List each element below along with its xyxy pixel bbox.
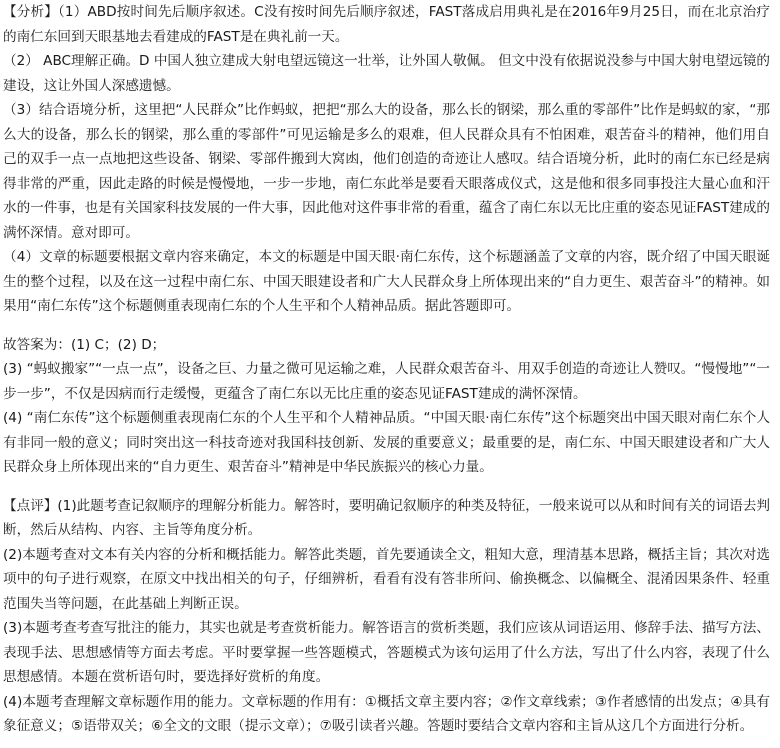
review-paragraph-3: (3)本题考查考查写批注的能力，其实也就是考查赏析能力。解答语言的赏析类题，我们应该从词语运用、修辞手法、描写方法、表现手法、思想感情等方面去考虑。平时要掌握一些答题模式，答题模式为该句运用了什么方法，写出了什么内容，表现了什么思想感情。本题在赏析语句时，要选择好赏析的角度。 [3, 620, 770, 685]
review-paragraph-1: 【点评】(1)此题考查记叙顺序的理解分析能力。解答时，要明确记叙顺序的种类及特征，一般来说可以从和时间有关的词语去判断，然后从结构、内容、主旨等角度分析。 [3, 497, 770, 538]
analysis-section [3, 0, 770, 319]
analysis-paragraph-1: 【分析】（1）ABD按时间先后顺序叙述。C没有按时间先后顺序叙述，FAST落成启用典礼是在2016年9月25日，而在北京治疗的南仁东回到天眼基地去看建成的FAST是在典礼前一天。 [3, 4, 770, 45]
answer-paragraph-3: (3) “蚂蚁搬家”“一点一点”，设备之巨、力量之微可见运输之难，人民群众艰苦奋斗、用双手创造的奇迹让人赞叹。“慢慢地”“一步一步”，不仅是因病而行走缓慢，更蕴含了南仁东以无比庄重的姿态见证FAST建成的满怀深情。 [3, 361, 770, 402]
analysis-paragraph-4: （4）文章的标题要根据文章内容来确定，本文的标题是中国天眼·南仁东传，这个标题涵盖了文章的内容，既介绍了中国天眼诞生的整个过程，以及在这一过程中南仁东、中国天眼建设者和广大人民群众身上所体现出来的“自力更生、艰苦奋斗”的精神。如果用“南仁东传”这个标题侧重表现南仁东的个人生平和个人精神品质。据此答题即可。 [3, 249, 770, 314]
review-paragraph-4: (4)本题考查理解文章标题作用的能力。文章标题的作用有：①概括文章主要内容；②作文章线索；③作者感情的出发点；④具有象征意义；⑤语带双关；⑥全文的文眼（提示文章）；⑦吸引读者兴趣。答题时要结合文章内容和主旨从这几个方面进行分析。 [3, 693, 770, 734]
answer-paragraph-4: (4) “南仁东传”这个标题侧重表现南仁东的个人生平和个人精神品质。“中国天眼·南仁东传”这个标题突出中国天眼对南仁东个人有非同一般的意义；同时突出这一科技奇迹对我国科技创新、发展的重要意义；最重要的是，南仁东、中国天眼建设者和广大人民群众身上所体现出来的“自力更生、艰苦奋斗”精神是中华民族振兴的核心力量。 [3, 410, 770, 475]
review-section [3, 494, 770, 739]
answer-section [3, 333, 770, 480]
answer-line-1: 故答案为：(1) C；(2) D； [3, 336, 166, 353]
review-paragraph-2: (2)本题考查对文本有关内容的分析和概括能力。解答此类题，首先要通读全文，粗知大意，理清基本思路，概括主旨；其次对选项中的句子进行观察，在原文中找出相关的句子，仔细辨析，看看有没有答非所问、偷换概念、以偏概全、混淆因果条件、轻重范围失当等问题，在此基础上判断正误。 [3, 546, 770, 612]
analysis-paragraph-3: （3）结合语境分析，这里把“人民群众”比作蚂蚁，把把“那么大的设备，那么长的钢梁，那么重的零部件”比作是蚂蚁的家，“那么大的设备，那么长的钢梁，那么重的零部件”可见运输是多么的艰难，但人民群众具有不怕困难，艰苦奋斗的精神，他们用自己的双手一点一点地把这些设备、钢梁、零部件搬到大窝凼，他们创造的奇迹让人感叹。结合语境分析，此时的南仁东已经是病得非常的严重，因此走路的时候是慢慢地，一步一步地，南仁东此举是要看天眼落成仪式，这是他和很多同事投注大量心血和汗水的一件事，也是有关国家科技发展的一件大事，因此他对这件事非常的看重，蕴含了南仁东以无比庄重的姿态见证FAST建成的满怀深情。意对即可。 [3, 102, 770, 241]
analysis-paragraph-2: （2） ABC理解正确。D 中国人独立建成大射电望远镜这一壮举，让外国人敬佩。 但文中没有依据说没参与中国大射电望远镜的建设，这让外国人深感遗憾。 [3, 53, 770, 94]
